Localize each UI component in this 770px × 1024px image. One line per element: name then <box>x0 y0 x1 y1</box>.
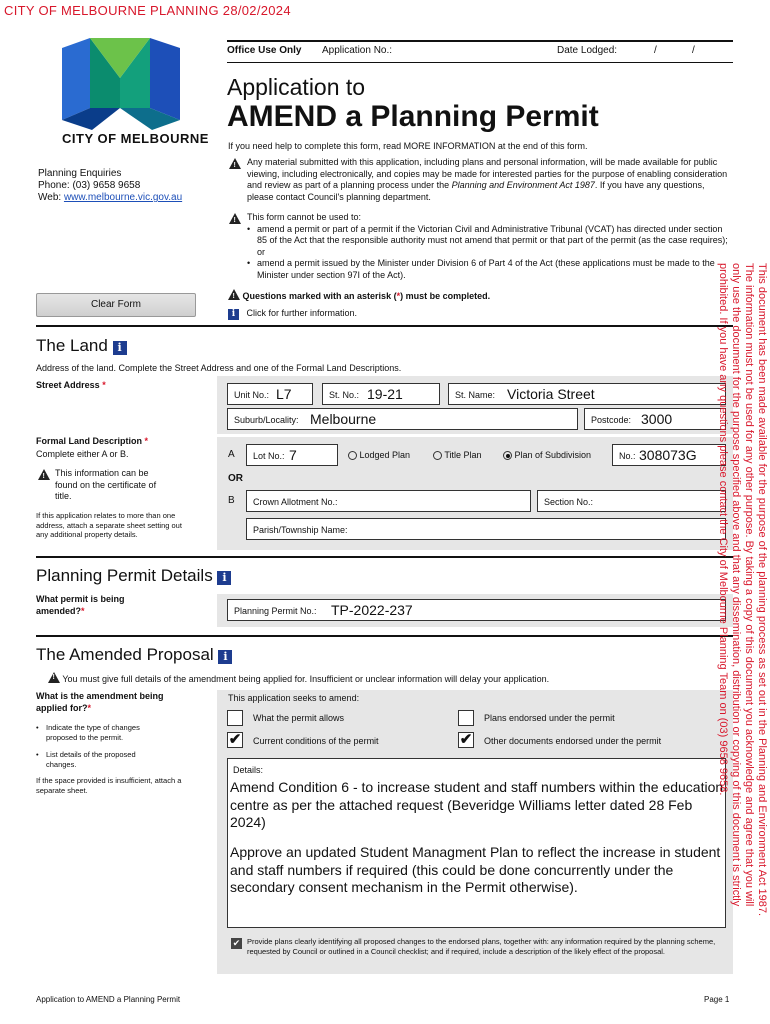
vertical-notice-line: This document has been made available for the purpose of the planning process as set out in the Planning and Environment Act 1987. <box>756 263 768 917</box>
checkbox-label: Plans endorsed under the permit <box>484 713 615 723</box>
section-no-field[interactable] <box>537 490 726 512</box>
vertical-notice-line: only use the document for the purpose specified above and that any dissemination, distribution or copying of this document is strictly <box>730 263 742 907</box>
land-title-text: The Land <box>36 336 108 355</box>
amendment-hint: • Indicate the type of changes proposed to the permit. <box>36 723 140 742</box>
street-address-label <box>36 380 106 390</box>
street-no-label: St. No.: <box>329 390 360 400</box>
info-icon[interactable]: i <box>228 309 239 320</box>
radio-button[interactable] <box>433 451 442 460</box>
radio-title-plan[interactable] <box>433 450 482 460</box>
asterisk: * <box>396 291 401 301</box>
checkbox-other-documents[interactable]: ✔ <box>459 731 473 748</box>
notice-text: Any material submitted with this application, including plans and personal information, will be made available for public viewing, including electronically, and copies may be made for interested parties for the purpose of enabling consideration and review as part of a planning process under the <box>247 157 728 190</box>
radio-plan-of-subdivision[interactable] <box>503 450 591 460</box>
amendment-hint: • List details of the proposed changes. <box>36 750 136 769</box>
space-note: If the space provided is insufficient, attach a separate sheet. <box>36 776 182 795</box>
required-star: * <box>81 606 85 616</box>
info-icon[interactable]: i <box>218 650 232 664</box>
crown-allotment-field[interactable] <box>246 490 531 512</box>
plan-no-label: No.: <box>619 451 636 461</box>
date-lodged-label: Date Lodged: <box>557 45 618 56</box>
amendment-question <box>36 690 166 714</box>
seeks-label: This application seeks to amend: <box>228 693 360 703</box>
proposal-warning-text: You must give full details of the amendment being applied for. Insufficient or unclear information will delay your application. <box>62 674 550 684</box>
suburb-field[interactable] <box>227 408 578 430</box>
details-textarea[interactable] <box>227 758 726 928</box>
restriction-item: amend a permit issued by the Minister under Division 6 of Part 4 of the Act (these applications must be made to the Minister under section 97I of the Act). <box>257 258 715 280</box>
vertical-notice-line: prohibited. If you have any questions please contact the City of Melbourne Planning Team on (03) 9658 9658. <box>717 263 729 796</box>
permit-title-text: Planning Permit Details <box>36 566 213 585</box>
required-star: * <box>144 436 149 446</box>
unit-no-label: Unit No.: <box>234 390 270 400</box>
asterisk-note-pre: Questions marked with an asterisk ( <box>242 291 397 301</box>
permit-no-field[interactable] <box>227 599 726 621</box>
radio-label: Lodged Plan <box>359 450 411 460</box>
street-no-field[interactable] <box>322 383 440 405</box>
multiple-address-note: If this application relates to more than one address, attach a separate sheet setting out any additional property details. <box>36 511 182 539</box>
details-paragraph: Approve an updated Student Managment Plan to reflect the increase in student and staff numbers if required (this could be done concurrently under the secondary consent mechanism in the Permit otherwise). <box>230 844 721 895</box>
plan-no-value: 308073G <box>639 447 697 463</box>
radio-lodged-plan[interactable] <box>348 450 410 460</box>
info-note-text: Click for further information. <box>246 308 358 318</box>
hint-item: List details of the proposed changes. <box>46 750 136 769</box>
permit-question-text: What permit is being amended? <box>36 594 125 616</box>
street-name-value: Victoria Street <box>507 386 595 402</box>
permit-section-title <box>36 566 231 586</box>
radio-label: Title Plan <box>444 450 482 460</box>
option-a-label: A <box>228 449 235 460</box>
info-icon[interactable]: i <box>217 571 231 585</box>
warning-icon <box>228 289 240 300</box>
amendment-question-text: What is the amendment being applied for? <box>36 691 164 713</box>
street-name-label: St. Name: <box>455 390 496 400</box>
land-description: Address of the land. Complete the Street Address and one of the Formal Land Descriptions. <box>36 363 402 373</box>
enquiries-heading: Planning Enquiries <box>38 168 122 179</box>
street-name-field[interactable] <box>448 383 726 405</box>
parish-field[interactable] <box>246 518 726 540</box>
plans-note <box>231 937 721 956</box>
radio-button[interactable] <box>348 451 357 460</box>
certificate-note <box>36 468 166 503</box>
proposal-warning <box>48 672 549 684</box>
permit-question <box>36 593 166 617</box>
city-of-melbourne-logo <box>62 38 180 130</box>
office-use-row <box>227 40 733 63</box>
street-no-value: 19-21 <box>367 386 403 402</box>
notice-tail: . If you have any questions, please contact Council's planning department. <box>247 180 705 202</box>
checkbox-plans-endorsed[interactable] <box>458 710 474 726</box>
checkbox-label: Other documents endorsed under the permit <box>484 736 662 746</box>
warning-icon <box>229 158 241 169</box>
unit-no-field[interactable] <box>227 383 313 405</box>
page-title: AMEND a Planning Permit <box>227 100 599 133</box>
postcode-value: 3000 <box>641 411 673 427</box>
checkbox-permit-allows[interactable] <box>227 710 243 726</box>
certificate-note-text: This information can be found on the certificate of title. <box>55 468 157 501</box>
asterisk-note <box>228 289 490 303</box>
formal-description-text: Formal Land Description <box>36 436 143 446</box>
formal-description-sub: Complete either A or B. <box>36 449 129 459</box>
plans-note-text: Provide plans clearly identifying all proposed changes to the endorsed plans, together with: any information required by the planning scheme, requested by Council or outlined in a Council checklist; and if required, include a description of the likely effect of the proposal. <box>247 937 716 956</box>
section-divider <box>36 635 733 637</box>
plan-no-field[interactable] <box>612 444 726 466</box>
lot-no-label: Lot No.: <box>253 451 285 461</box>
website-link[interactable]: www.melbourne.vic.gov.au <box>63 192 183 203</box>
page-number: Page 1 <box>704 995 730 1004</box>
unit-no-value: L7 <box>276 386 292 402</box>
details-label: Details: <box>233 765 264 775</box>
clear-form-button[interactable]: Clear Form <box>36 293 196 317</box>
logo-text: CITY OF MELBOURNE <box>62 131 209 146</box>
section-divider <box>36 325 733 327</box>
suburb-label: Suburb/Locality: <box>234 415 299 425</box>
lot-no-field[interactable] <box>246 444 338 466</box>
office-use-label: Office Use Only <box>227 45 302 56</box>
section-no-label: Section No.: <box>544 497 594 507</box>
checkbox-current-conditions[interactable]: ✔ <box>228 731 242 748</box>
permit-no-value: TP-2022-237 <box>331 602 413 618</box>
restriction-item: amend a permit or part of a permit if the Victorian Civil and Administrative Tribunal (VCAT) has directed under section 85 of the Act that the responsible authority must not amend that permit or that part of the permit (as the case requires); or <box>257 223 728 257</box>
warning-icon <box>229 213 241 224</box>
formal-description-label <box>36 436 148 446</box>
date-slash: / <box>692 45 695 56</box>
radio-button-selected[interactable] <box>503 451 512 460</box>
enquiries-phone: Phone: (03) 9658 9658 <box>38 180 141 191</box>
checkbox-label: What the permit allows <box>253 713 345 723</box>
checkbox-label: Current conditions of the permit <box>253 736 379 746</box>
info-note <box>228 308 357 320</box>
parish-label: Parish/Township Name: <box>253 525 348 535</box>
vertical-notice-line: The information must not be used for any other purpose. By taking a copy of this document you acknowledge and agree that you will <box>743 263 755 907</box>
suburb-value: Melbourne <box>310 411 377 427</box>
or-label: OR <box>228 473 243 484</box>
act-name: Planning and Environment Act 1987 <box>451 180 595 190</box>
date-slash: / <box>654 45 657 56</box>
restrictions-heading: This form cannot be used to: <box>247 212 362 222</box>
radio-label: Plan of Subdivision <box>514 450 592 460</box>
title-line-1: Application to <box>227 74 366 100</box>
checkbox-icon: ✔ <box>232 938 241 948</box>
permit-no-label: Planning Permit No.: <box>234 606 317 616</box>
postcode-field[interactable] <box>584 408 726 430</box>
application-no-label: Application No.: <box>322 45 393 56</box>
footer-title: Application to AMEND a Planning Permit <box>36 995 181 1004</box>
proposal-title-text: The Amended Proposal <box>36 645 214 664</box>
land-section-title <box>36 336 127 356</box>
lot-no-value: 7 <box>289 447 297 463</box>
form-restrictions: ! This form cannot be used to: • amend a permit or part of a permit if the Victorian Civil and Administrative Tribunal (VCAT) has directed under section 85 of the Act that the responsible authority must not amend that permit or that part of the permit (as the case requires); or • amend a permit issued by the Minister under Division 6 of Part 4 of the Act (these applications must be made to the Minister under section 97I of the Act). <box>228 212 728 281</box>
enquiries-block <box>38 168 182 204</box>
web-label: Web: <box>38 192 64 203</box>
street-address-text: Street Address <box>36 380 100 390</box>
section-divider <box>36 556 733 558</box>
help-text: If you need help to complete this form, read MORE INFORMATION at the end of this form. <box>228 141 588 151</box>
warning-icon <box>48 672 60 683</box>
privacy-notice <box>228 157 728 203</box>
warning-icon <box>38 469 50 480</box>
postcode-label: Postcode: <box>591 415 632 425</box>
details-paragraph: Amend Condition 6 - to increase student and staff numbers within the education centre as per the attached request (Beveridge Williams letter dated 28 Feb 2024) <box>230 779 724 830</box>
required-star: * <box>102 380 106 390</box>
required-star: * <box>87 703 92 713</box>
proposal-section-title <box>36 645 232 665</box>
hint-item: Indicate the type of changes proposed to the permit. <box>46 723 140 742</box>
planning-stamp: CITY OF MELBOURNE PLANNING 28/02/2024 <box>4 3 291 18</box>
option-b-label: B <box>228 495 235 506</box>
asterisk-note-post: ) must be completed. <box>400 291 491 301</box>
info-icon[interactable]: i <box>113 341 127 355</box>
crown-allotment-label: Crown Allotment No.: <box>253 497 338 507</box>
